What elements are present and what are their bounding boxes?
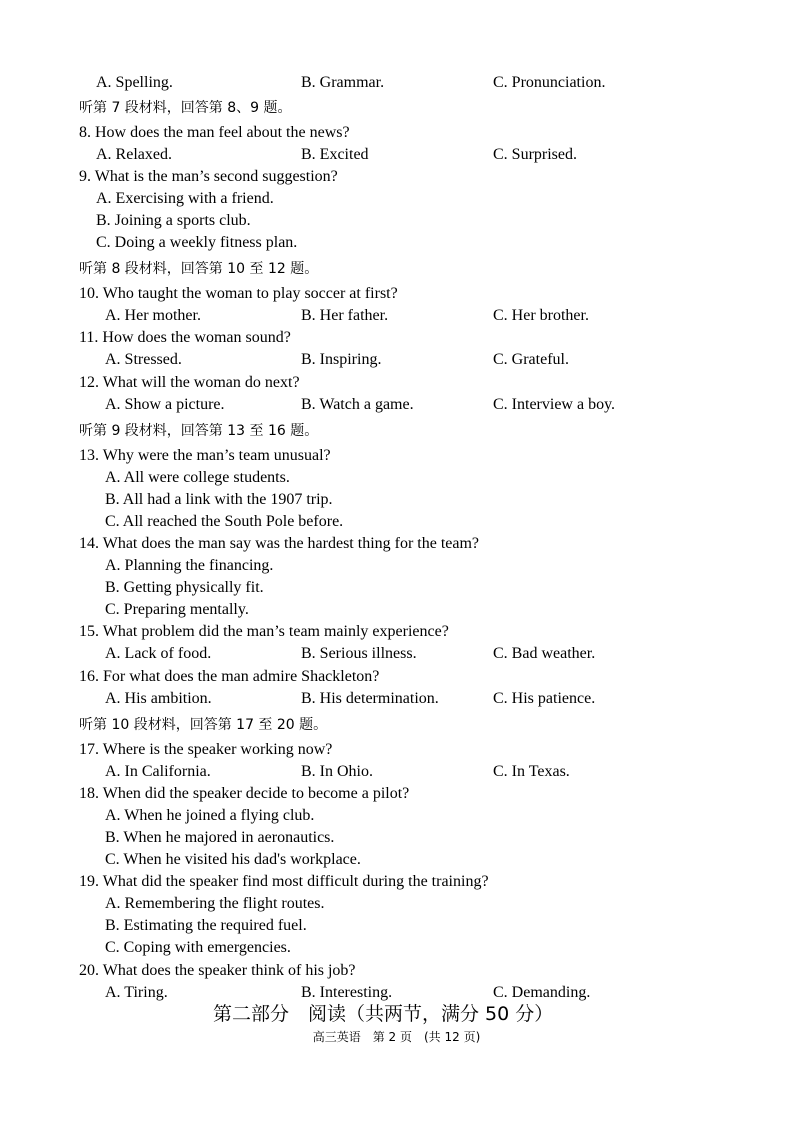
section-instruction-8: 听第 8 段材料，回答第 10 至 12 题。 — [79, 261, 319, 277]
question-stem: 15. What problem did the man’s team mainly experience? — [79, 623, 449, 640]
option-a: A. All were college students. — [105, 469, 290, 486]
option-13c — [0, 511, 793, 533]
option-row-17 — [0, 761, 793, 783]
option-b: B. His determination. — [301, 690, 439, 707]
question-stem: 10. Who taught the woman to play soccer at first? — [79, 285, 398, 302]
question-16 — [0, 666, 793, 688]
question-stem: 14. What does the man say was the hardest thing for the team? — [79, 535, 480, 552]
section-instruction-7: 听第 7 段材料，回答第 8、9 题。 — [79, 100, 292, 116]
option-a: A. In California. — [105, 763, 211, 780]
option-row-8 — [0, 144, 793, 166]
question-12 — [0, 372, 793, 394]
option-b: B. Watch a game. — [301, 396, 414, 413]
option-b: B. In Ohio. — [301, 763, 373, 780]
question-stem: 16. For what does the man admire Shackleton? — [79, 668, 380, 685]
option-18a — [0, 805, 793, 827]
question-stem: 19. What did the speaker find most difficult during the training? — [79, 873, 489, 890]
option-19b — [0, 915, 793, 937]
option-a: A. Remembering the flight routes. — [105, 895, 325, 912]
option-row-15 — [0, 643, 793, 665]
option-a: A. Relaxed. — [96, 146, 172, 163]
option-a: A. His ambition. — [105, 690, 212, 707]
option-c: C. Interview a boy. — [493, 396, 616, 413]
option-c: C. Doing a weekly fitness plan. — [96, 234, 298, 251]
option-b: B. Excited — [301, 146, 369, 163]
option-c: C. Surprised. — [493, 146, 577, 163]
option-9b — [0, 210, 793, 232]
option-c: C. Bad weather. — [493, 645, 596, 662]
question-stem: 12. What will the woman do next? — [79, 374, 300, 391]
option-13b — [0, 489, 793, 511]
option-c: C. Demanding. — [493, 984, 591, 1001]
option-b: B. When he majored in aeronautics. — [105, 829, 335, 846]
section-instruction-9: 听第 9 段材料，回答第 13 至 16 题。 — [79, 423, 319, 439]
option-row-10 — [0, 305, 793, 327]
option-c: C. In Texas. — [493, 763, 570, 780]
question-20 — [0, 960, 793, 982]
option-c: C. Preparing mentally. — [105, 601, 249, 618]
page-footer: 高三英语 第 2 页 (共 12 页) — [312, 1030, 481, 1044]
question-stem: 13. Why were the man’s team unusual? — [79, 447, 331, 464]
question-stem: 9. What is the man’s second suggestion? — [79, 168, 338, 185]
option-19a — [0, 893, 793, 915]
option-row-12 — [0, 394, 793, 416]
option-14a — [0, 555, 793, 577]
option-a: A. Spelling. — [96, 74, 173, 91]
option-a: A. Her mother. — [105, 307, 201, 324]
option-14b — [0, 577, 793, 599]
option-b: B. Serious illness. — [301, 645, 417, 662]
question-10 — [0, 283, 793, 305]
option-a: A. Stressed. — [105, 351, 182, 368]
part-two-heading: 第二部分 阅读（共两节，满分 50 分） — [213, 1003, 554, 1025]
option-9c — [0, 232, 793, 254]
option-b: B. Inspiring. — [301, 351, 382, 368]
question-stem: 11. How does the woman sound? — [79, 329, 291, 346]
option-c: C. Pronunciation. — [493, 74, 606, 91]
option-b: B. All had a link with the 1907 trip. — [105, 491, 333, 508]
question-stem: 8. How does the man feel about the news? — [79, 124, 350, 141]
option-b: B. Interesting. — [301, 984, 393, 1001]
option-a: A. Planning the financing. — [105, 557, 274, 574]
option-14c — [0, 599, 793, 621]
question-18 — [0, 783, 793, 805]
option-19c — [0, 937, 793, 959]
question-17 — [0, 739, 793, 761]
option-c: C. Her brother. — [493, 307, 589, 324]
section-instruction-10: 听第 10 段材料，回答第 17 至 20 题。 — [79, 717, 328, 733]
question-stem: 18. When did the speaker decide to become a pilot? — [79, 785, 410, 802]
option-b: B. Her father. — [301, 307, 389, 324]
question-8 — [0, 122, 793, 144]
option-a: A. When he joined a flying club. — [105, 807, 315, 824]
option-c: C. All reached the South Pole before. — [105, 513, 344, 530]
option-a: A. Exercising with a friend. — [96, 190, 274, 207]
question-stem: 20. What does the speaker think of his job? — [79, 962, 356, 979]
option-b: B. Joining a sports club. — [96, 212, 251, 229]
option-18c — [0, 849, 793, 871]
option-9a — [0, 188, 793, 210]
option-18b — [0, 827, 793, 849]
question-9 — [0, 166, 793, 188]
question-19 — [0, 871, 793, 893]
option-b: B. Getting physically fit. — [105, 579, 264, 596]
option-row-7 — [0, 72, 793, 94]
option-a: A. Lack of food. — [105, 645, 212, 662]
option-c: C. His patience. — [493, 690, 596, 707]
option-a: A. Tiring. — [105, 984, 168, 1001]
question-14 — [0, 533, 793, 555]
option-13a — [0, 467, 793, 489]
question-stem: 17. Where is the speaker working now? — [79, 741, 333, 758]
option-row-16 — [0, 688, 793, 710]
question-13 — [0, 445, 793, 467]
option-row-11 — [0, 349, 793, 371]
option-c: C. Grateful. — [493, 351, 569, 368]
option-b: B. Grammar. — [301, 74, 385, 91]
option-c: C. When he visited his dad's workplace. — [105, 851, 361, 868]
question-15 — [0, 621, 793, 643]
option-c: C. Coping with emergencies. — [105, 939, 291, 956]
option-a: A. Show a picture. — [105, 396, 225, 413]
question-11 — [0, 327, 793, 349]
option-b: B. Estimating the required fuel. — [105, 917, 307, 934]
